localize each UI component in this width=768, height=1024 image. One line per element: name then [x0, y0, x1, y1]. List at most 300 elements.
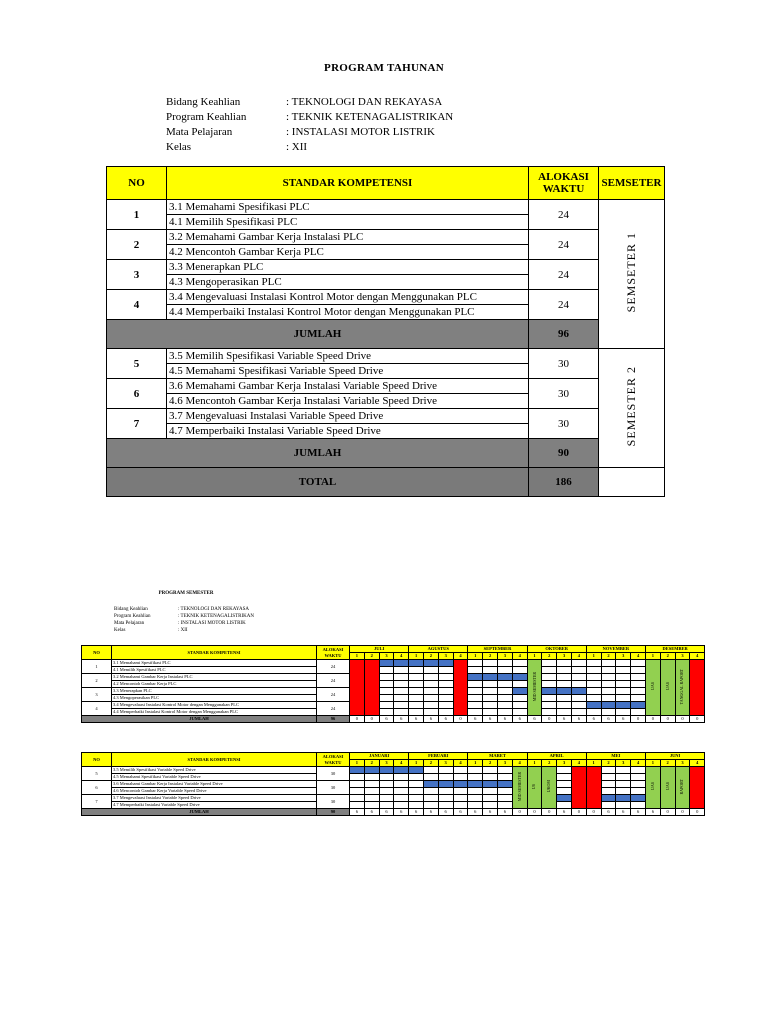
week-header: 2 [660, 760, 675, 767]
week-cell [438, 702, 453, 709]
total-row [107, 468, 665, 497]
week-cell [616, 681, 631, 688]
competency-item: 4.6 Mencontoh Gambar Kerja Variable Speed Drive [112, 788, 317, 795]
week-total: 6 [645, 809, 660, 816]
info-value: : TEKNOLOGI DAN REKAYASA [178, 607, 249, 612]
week-cell [572, 667, 587, 674]
scheduled-week [631, 795, 646, 802]
table-row [107, 260, 665, 275]
week-cell [616, 688, 631, 695]
week-cell [438, 767, 453, 774]
week-cell [424, 688, 439, 695]
week-cell [468, 709, 483, 716]
week-cell [512, 695, 527, 702]
info-label: Mata Pelajaran [114, 621, 145, 626]
week-cell [616, 674, 631, 681]
week-total: 0 [690, 716, 705, 723]
semester-1-table [81, 645, 705, 723]
week-total: 6 [601, 716, 616, 723]
week-total: 6 [409, 809, 424, 816]
week-cell [483, 702, 498, 709]
week-cell [379, 788, 394, 795]
week-cell [438, 795, 453, 802]
week-cell [601, 660, 616, 667]
scheduled-week [557, 795, 572, 802]
row-number: 6 [82, 781, 112, 795]
week-total: 6 [423, 809, 438, 816]
week-total: 6 [483, 716, 498, 723]
week-cell [438, 709, 453, 716]
scheduled-week [557, 688, 572, 695]
week-cell [468, 695, 483, 702]
alokasi-value: 30 [529, 379, 599, 409]
jumlah-value: 90 [529, 439, 599, 468]
row-number: 2 [82, 674, 112, 688]
week-cell [423, 767, 438, 774]
week-cell [423, 795, 438, 802]
month-header: APRIL [527, 753, 586, 760]
week-cell [497, 767, 512, 774]
row-number: 4 [107, 290, 167, 320]
table-row [82, 781, 705, 788]
week-header: 3 [497, 760, 512, 767]
week-cell [350, 774, 365, 781]
week-cell [542, 702, 557, 709]
week-cell [616, 667, 631, 674]
week-cell [542, 674, 557, 681]
week-cell [542, 660, 557, 667]
week-cell [631, 667, 646, 674]
week-cell [394, 702, 409, 709]
week-cell [394, 709, 409, 716]
week-cell [379, 681, 394, 688]
week-cell [438, 774, 453, 781]
week-cell [394, 695, 409, 702]
week-total: 0 [660, 809, 675, 816]
week-cell [557, 674, 572, 681]
week-header: 3 [379, 760, 394, 767]
week-total: 6 [394, 809, 409, 816]
week-cell [468, 702, 483, 709]
week-cell [616, 767, 631, 774]
week-cell [616, 695, 631, 702]
week-cell [512, 681, 527, 688]
week-header: 4 [512, 760, 527, 767]
competency-item: 4.4 Memperbaiki Instalasi Kontrol Motor dengan Menggunakan PLC [112, 709, 317, 716]
week-cell [572, 709, 587, 716]
competency-item: 4.6 Mencontoh Gambar Kerja Instalasi Variable Speed Drive [167, 394, 529, 409]
month-header: DESEMBER [646, 646, 705, 653]
semester-info-block [114, 606, 254, 634]
info-row [166, 140, 453, 155]
month-header: OKTOBER [527, 646, 586, 653]
week-cell [364, 802, 379, 809]
week-cell [409, 674, 424, 681]
exam-block [646, 660, 661, 716]
week-cell [394, 802, 409, 809]
week-cell [409, 702, 424, 709]
table-row [82, 774, 705, 781]
table-row [82, 795, 705, 802]
table-row [107, 349, 665, 364]
competency-item: 3.3 Menerapkan PLC [112, 688, 317, 695]
week-cell [512, 660, 527, 667]
week-cell [394, 788, 409, 795]
week-cell [409, 788, 424, 795]
competency-item: 3.1 Memahami Spesifikasi PLC [167, 200, 529, 215]
row-number: 5 [107, 349, 167, 379]
week-cell [424, 667, 439, 674]
row-number: 1 [107, 200, 167, 230]
week-header: 4 [394, 653, 409, 660]
scheduled-week [379, 767, 394, 774]
subtotal-row [82, 716, 705, 723]
week-cell [498, 709, 513, 716]
alokasi-value: 24 [317, 688, 350, 702]
month-header: NOVEMBER [586, 646, 645, 653]
week-header: 3 [557, 760, 572, 767]
week-cell [557, 802, 572, 809]
info-label: Bidang Keahlian [166, 96, 241, 108]
week-cell [631, 674, 646, 681]
scheduled-week [350, 767, 365, 774]
week-header: 2 [483, 760, 498, 767]
subtotal-row [82, 809, 705, 816]
week-header: 3 [438, 653, 453, 660]
table-row [82, 802, 705, 809]
week-cell [409, 695, 424, 702]
week-header: 1 [468, 760, 483, 767]
info-value: : XII [178, 628, 188, 633]
week-cell [394, 681, 409, 688]
info-label: Mata Pelajaran [166, 126, 233, 138]
week-cell [364, 774, 379, 781]
schedule-label: RAPORT [679, 778, 685, 795]
competency-item: 4.3 Mengoperasikan PLC [167, 275, 529, 290]
week-cell [438, 695, 453, 702]
table-row [107, 290, 665, 305]
week-cell [423, 802, 438, 809]
week-cell [557, 660, 572, 667]
scheduled-week [497, 781, 512, 788]
week-header: 1 [350, 653, 365, 660]
subtotal-row [107, 439, 665, 468]
week-header: 4 [571, 760, 586, 767]
week-cell [542, 681, 557, 688]
week-cell [586, 709, 601, 716]
table-row [107, 379, 665, 394]
week-header: 1 [646, 653, 661, 660]
week-cell [601, 674, 616, 681]
competency-item: 3.2 Memahami Gambar Kerja Instalasi PLC [167, 230, 529, 245]
week-header: 3 [616, 653, 631, 660]
week-cell [542, 709, 557, 716]
holiday-block [571, 767, 586, 809]
week-cell [483, 774, 498, 781]
schedule-label: UAS [664, 682, 670, 691]
competency-item: 4.4 Memperbaiki Instalasi Kontrol Motor dengan Menggunakan PLC [167, 305, 529, 320]
week-cell [483, 681, 498, 688]
week-header: 4 [690, 760, 705, 767]
competency-item: 4.2 Mencontoh Gambar Kerja PLC [112, 681, 317, 688]
week-cell [601, 767, 616, 774]
week-cell [601, 774, 616, 781]
week-total: 0 [512, 809, 527, 816]
semester-1-label: SEMSETER 1 [624, 232, 638, 313]
row-number: 6 [107, 379, 167, 409]
month-header: AGUSTUS [409, 646, 468, 653]
info-value: : TEKNOLOGI DAN REKAYASA [286, 96, 443, 108]
table-row [82, 767, 705, 774]
exam-block [527, 767, 542, 809]
week-cell [557, 702, 572, 709]
exam-block [512, 767, 527, 809]
week-cell [483, 667, 498, 674]
week-cell [557, 788, 572, 795]
week-total: 6 [379, 809, 394, 816]
header-standar-kompetensi: STANDAR KOMPETENSI [112, 753, 317, 767]
week-cell [631, 781, 646, 788]
table-row [82, 695, 705, 702]
info-label: Bidang Keahlian [114, 607, 148, 612]
week-cell [423, 774, 438, 781]
page-title: PROGRAM TAHUNAN [324, 62, 444, 74]
scheduled-week [616, 795, 631, 802]
week-header: 1 [527, 653, 542, 660]
week-total: 6 [468, 809, 483, 816]
schedule-label: MID SEMESTER [531, 671, 537, 702]
week-total: 0 [660, 716, 675, 723]
week-cell [364, 795, 379, 802]
semester-title: PROGRAM SEMESTER [158, 591, 214, 596]
schedule-label: US [531, 783, 537, 790]
info-row [166, 110, 453, 125]
week-cell [379, 695, 394, 702]
week-header: 1 [586, 653, 601, 660]
week-cell [379, 709, 394, 716]
week-total: 0 [453, 716, 468, 723]
week-cell [394, 774, 409, 781]
row-number: 1 [82, 660, 112, 674]
semester-2-table [81, 752, 705, 816]
week-cell [631, 709, 646, 716]
week-total: 6 [527, 716, 542, 723]
competency-item: 4.5 Memahami Spesifikasi Variable Speed Drive [112, 774, 317, 781]
week-header: 4 [394, 760, 409, 767]
info-label: Kelas [166, 141, 192, 153]
week-cell [601, 781, 616, 788]
week-total: 0 [542, 809, 557, 816]
alokasi-value: 24 [317, 660, 350, 674]
week-cell [424, 709, 439, 716]
week-total: 6 [394, 716, 409, 723]
week-cell [557, 767, 572, 774]
week-cell [542, 695, 557, 702]
week-cell [572, 681, 587, 688]
info-row [114, 620, 254, 627]
week-cell [350, 802, 365, 809]
week-cell [542, 667, 557, 674]
week-total: 6 [498, 716, 513, 723]
schedule-label: UAS [649, 682, 655, 691]
scheduled-week [364, 767, 379, 774]
week-cell [409, 709, 424, 716]
week-cell [483, 795, 498, 802]
week-cell [409, 667, 424, 674]
competency-item: 4.2 Mencontoh Gambar Kerja PLC [167, 245, 529, 260]
info-value: : TEKNIK KETENAGALISTRIKAN [286, 111, 454, 123]
week-cell [601, 802, 616, 809]
holiday-block [364, 660, 379, 716]
week-header: 4 [690, 653, 705, 660]
schedule-label: UKOM [546, 780, 552, 793]
week-cell [483, 688, 498, 695]
week-total: 6 [364, 809, 379, 816]
week-total: 6 [572, 716, 587, 723]
competency-item: 4.3 Mengoperasikan PLC [112, 695, 317, 702]
week-total: 6 [557, 716, 572, 723]
header-alokasi-waktu: ALOKASI WAKTU [317, 753, 350, 767]
row-number: 4 [82, 702, 112, 716]
week-total: 0 [542, 716, 557, 723]
week-total: 6 [438, 809, 453, 816]
jumlah-label: JUMLAH [107, 439, 529, 468]
table-row [107, 200, 665, 215]
week-cell [631, 774, 646, 781]
total-value: 186 [529, 468, 599, 497]
alokasi-value: 24 [529, 200, 599, 230]
alokasi-value: 30 [317, 767, 350, 781]
exam-block [675, 660, 690, 716]
week-cell [557, 667, 572, 674]
week-total: 0 [350, 716, 365, 723]
empty-cell [599, 468, 665, 497]
info-label: Program Keahlian [166, 111, 247, 123]
alokasi-value: 30 [529, 409, 599, 439]
week-total: 6 [512, 716, 527, 723]
week-header: 1 [468, 653, 483, 660]
week-cell [409, 774, 424, 781]
week-total: 6 [631, 809, 646, 816]
week-header: 3 [675, 760, 690, 767]
table-row [82, 688, 705, 695]
week-cell [497, 802, 512, 809]
info-value: : INSTALASI MOTOR LISTRIK [178, 621, 246, 626]
row-number: 2 [107, 230, 167, 260]
alokasi-value: 24 [529, 260, 599, 290]
week-cell [468, 788, 483, 795]
exam-block [660, 660, 675, 716]
scheduled-week [379, 660, 394, 667]
header-no: NO [82, 753, 112, 767]
week-total: 0 [646, 716, 661, 723]
week-cell [498, 660, 513, 667]
info-label: Kelas [114, 628, 126, 633]
week-total: 6 [497, 809, 512, 816]
week-cell [616, 774, 631, 781]
alokasi-value: 30 [317, 795, 350, 809]
exam-block [527, 660, 542, 716]
week-cell [379, 674, 394, 681]
scheduled-week [424, 660, 439, 667]
week-total: 6 [424, 716, 439, 723]
competency-item: 3.4 Mengevaluasi Instalasi Kontrol Motor dengan Menggunakan PLC [167, 290, 529, 305]
month-header: JANUARI [350, 753, 409, 760]
competency-item: 4.5 Memahami Spesifikasi Variable Speed Drive [167, 364, 529, 379]
week-header: 4 [453, 653, 468, 660]
info-label: Program Keahlian [114, 614, 151, 619]
holiday-block [586, 767, 601, 809]
month-header: JULI [350, 646, 409, 653]
alokasi-value: 24 [529, 290, 599, 320]
week-cell [379, 702, 394, 709]
alokasi-value: 24 [529, 230, 599, 260]
month-header: MARET [468, 753, 527, 760]
competency-item: 3.4 Mengevaluasi Instalasi Kontrol Motor dengan Menggunakan PLC [112, 702, 317, 709]
info-row [114, 606, 254, 613]
annual-program-table [106, 166, 665, 497]
week-total: 0 [571, 809, 586, 816]
week-header: 4 [631, 653, 646, 660]
week-cell [424, 674, 439, 681]
row-number: 7 [82, 795, 112, 809]
week-header: 3 [498, 653, 513, 660]
week-header: 4 [453, 760, 468, 767]
week-cell [394, 674, 409, 681]
semester-1-cell [599, 200, 665, 349]
week-cell [409, 795, 424, 802]
scheduled-week [409, 767, 424, 774]
week-cell [438, 688, 453, 695]
week-cell [601, 788, 616, 795]
table-row [82, 674, 705, 681]
month-header: MEI [586, 753, 645, 760]
scheduled-week [453, 781, 468, 788]
week-cell [468, 681, 483, 688]
exam-block [645, 767, 660, 809]
scheduled-week [512, 688, 527, 695]
row-number: 3 [107, 260, 167, 290]
week-cell [631, 681, 646, 688]
table-row [82, 788, 705, 795]
week-cell [616, 781, 631, 788]
week-total: 6 [453, 809, 468, 816]
subtotal-row [107, 320, 665, 349]
header-standar-kompetensi: STANDAR KOMPETENSI [167, 167, 529, 200]
week-cell [497, 788, 512, 795]
table-row [82, 660, 705, 667]
week-total: 6 [557, 809, 572, 816]
competency-item: 4.1 Memilih Spesifikasi PLC [112, 667, 317, 674]
week-cell [468, 767, 483, 774]
week-total: 6 [350, 809, 365, 816]
month-header: FEBUARI [409, 753, 468, 760]
week-cell [498, 688, 513, 695]
schedule-label: MID SEMESTER [516, 771, 522, 802]
week-cell [483, 695, 498, 702]
week-total: 6 [586, 716, 601, 723]
week-cell [557, 781, 572, 788]
week-cell [557, 695, 572, 702]
week-total: 0 [675, 716, 690, 723]
week-cell [601, 681, 616, 688]
competency-item: 4.7 Memperbaiki Instalasi Variable Speed Drive [112, 802, 317, 809]
month-header: JUNI [645, 753, 704, 760]
week-total: 6 [601, 809, 616, 816]
info-value: : INSTALASI MOTOR LISTRIK [286, 126, 435, 138]
week-total: 6 [616, 809, 631, 816]
week-cell [438, 667, 453, 674]
